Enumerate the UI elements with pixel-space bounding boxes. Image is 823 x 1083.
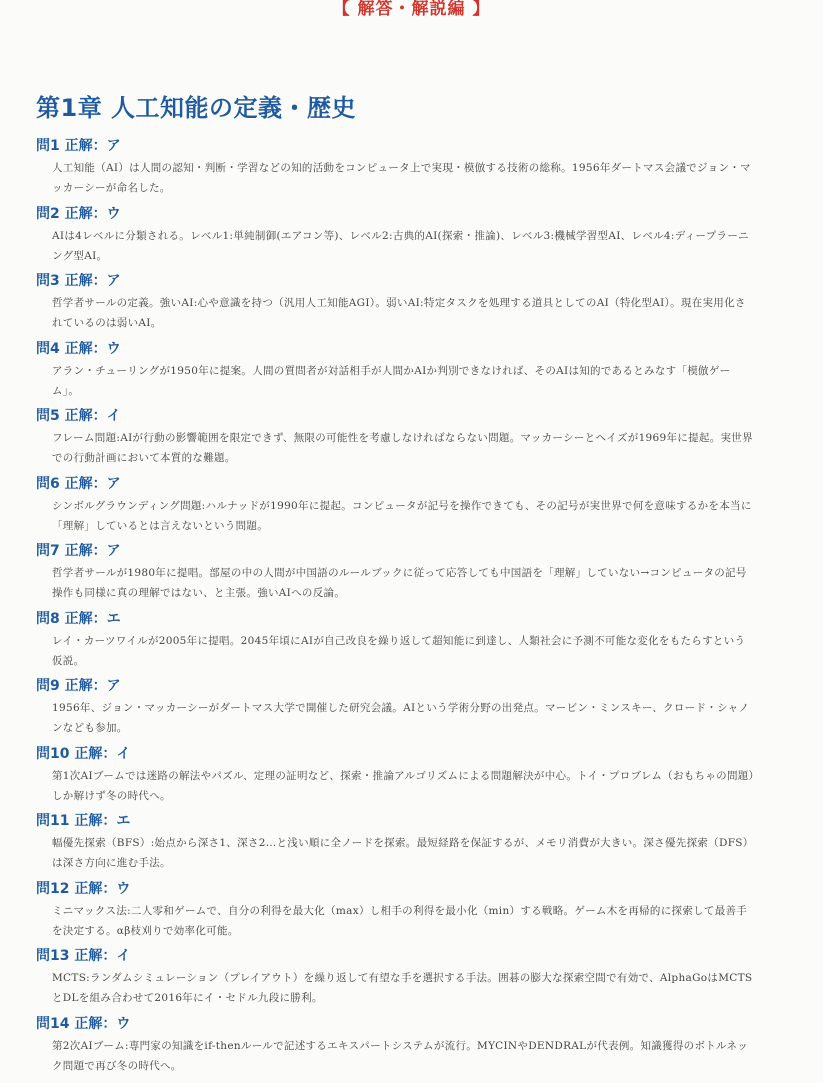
answer-heading: 問14 正解：ウ	[36, 1016, 756, 1032]
answer-heading: 問1 正解：ア	[36, 138, 756, 154]
answer-item-14	[36, 1016, 756, 1083]
answer-item-12	[36, 881, 756, 949]
answer-item-9	[36, 678, 756, 746]
answer-explanation: AIは4レベルに分類される。レベル1:単純制御(エアコン等)、レベル2:古典的AI(探索・推論)、レベル3:機械学習型AI、レベル4:ディープラーニング型AI。	[52, 226, 756, 266]
answer-explanation: 哲学者サールが1980年に提唱。部屋の中の人間が中国語のルールブックに従って応答しても中国語を「理解」していない→コンピュータの記号操作も同様に真の理解ではない、と主張。強いAIへの反論。	[52, 563, 756, 603]
chapter-title: 第1章 人工知能の定義・歴史	[36, 88, 356, 123]
answer-explanation: 哲学者サールの定義。強いAI:心や意識を持つ（汎用人工知能AGI）。弱いAI:特定タスクを処理する道具としてのAI（特化型AI）。現在実用化されているのは弱いAI。	[52, 293, 756, 333]
answer-explanation: 1956年、ジョン・マッカーシーがダートマス大学で開催した研究会議。AIという学術分野の出発点。マービン・ミンスキー、クロード・シャノンなども参加。	[52, 698, 756, 738]
answer-explanation: シンボルグラウンディング問題:ハルナッドが1990年に提起。コンピュータが記号を操作できても、その記号が実世界で何を意味するかを本当に「理解」しているとは言えないという問題。	[52, 496, 756, 536]
answer-heading: 問3 正解：ア	[36, 273, 756, 289]
answer-heading: 問13 正解：イ	[36, 948, 756, 964]
answer-item-4	[36, 341, 756, 409]
answer-explanation: アラン・チューリングが1950年に提案。人間の質問者が対話相手が人間かAIか判別できなければ、そのAIは知的であるとみなす「模倣ゲーム」。	[52, 361, 756, 401]
answer-explanation: 第1次AIブームでは迷路の解法やパズル、定理の証明など、探索・推論アルゴリズムによる問題解決が中心。トイ・プロブレム（おもちゃの問題）しか解けず冬の時代へ。	[52, 766, 756, 806]
answer-heading: 問11 正解：エ	[36, 813, 756, 829]
answer-explanation: 幅優先探索（BFS）:始点から深さ1、深さ2…と浅い順に全ノードを探索。最短経路を保証するが、メモリ消費が大きい。深さ優先探索（DFS）は深さ方向に進む手法。	[52, 833, 756, 873]
answer-item-10	[36, 746, 756, 814]
answer-explanation: レイ・カーツワイルが2005年に提唱。2045年頃にAIが自己改良を繰り返して超知能に到達し、人類社会に予測不可能な変化をもたらすという仮説。	[52, 631, 756, 671]
answer-item-6	[36, 476, 756, 544]
answer-explanation: 第2次AIブーム:専門家の知識をif-thenルールで記述するエキスパートシステムが流行。MYCINやDENDRALが代表例。知識獲得のボトルネック問題で再び冬の時代へ。	[52, 1036, 756, 1076]
answer-heading: 問10 正解：イ	[36, 746, 756, 762]
answer-item-3	[36, 273, 756, 341]
answer-heading: 問2 正解：ウ	[36, 206, 756, 222]
answer-heading: 問8 正解：エ	[36, 611, 756, 627]
answer-item-7	[36, 543, 756, 611]
answer-list	[36, 138, 756, 1083]
answer-heading: 問4 正解：ウ	[36, 341, 756, 357]
answer-heading: 問9 正解：ア	[36, 678, 756, 694]
answer-item-2	[36, 206, 756, 274]
answer-item-8	[36, 611, 756, 679]
answer-heading: 問12 正解：ウ	[36, 881, 756, 897]
answer-item-1	[36, 138, 756, 206]
answer-heading: 問5 正解：イ	[36, 408, 756, 424]
answer-item-13	[36, 948, 756, 1016]
answer-heading: 問7 正解：ア	[36, 543, 756, 559]
answer-explanation: 人工知能（AI）は人間の認知・判断・学習などの知的活動をコンピュータ上で実現・模倣する技術の総称。1956年ダートマス会議でジョン・マッカーシーが命名した。	[52, 158, 756, 198]
answer-explanation: MCTS:ランダムシミュレーション（プレイアウト）を繰り返して有望な手を選択する手法。囲碁の膨大な探索空間で有効で、AlphaGoはMCTSとDLを組み合わせて2016年にイ・セドル九段に勝利。	[52, 968, 756, 1008]
answer-item-5	[36, 408, 756, 476]
answer-explanation: ミニマックス法:二人零和ゲームで、自分の利得を最大化（max）し相手の利得を最小化（min）する戦略。ゲーム木を再帰的に探索して最善手を決定する。αβ枝刈りで効率化可能。	[52, 901, 756, 941]
answer-heading: 問6 正解：ア	[36, 476, 756, 492]
answer-explanation: フレーム問題:AIが行動の影響範囲を限定できず、無限の可能性を考慮しなければならない問題。マッカーシーとヘイズが1969年に提起。実世界での行動計画において本質的な難題。	[52, 428, 756, 468]
answer-item-11	[36, 813, 756, 881]
section-label: 【 解答・解説編 】	[0, 0, 823, 19]
